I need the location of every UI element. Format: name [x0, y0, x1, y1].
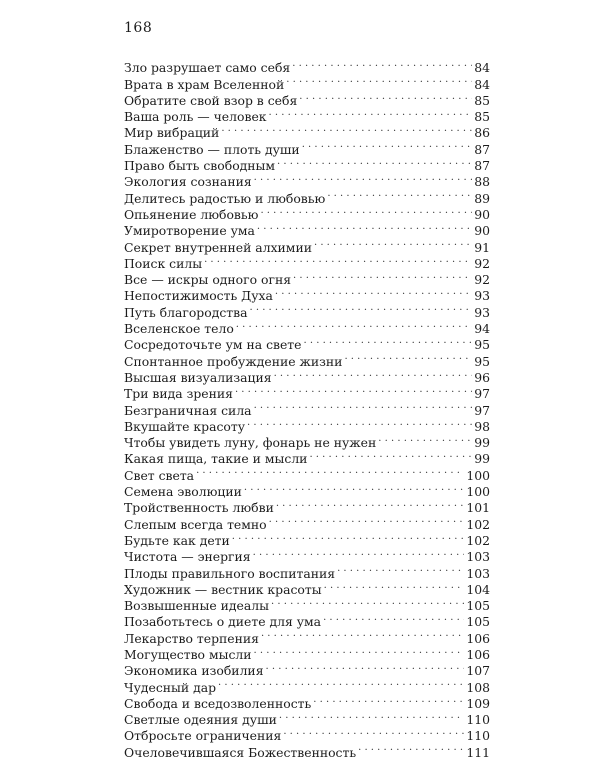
dot-leader — [344, 349, 472, 365]
dot-leader — [271, 594, 464, 610]
toc-entry-page: 96 — [474, 369, 490, 385]
dot-leader — [293, 268, 472, 284]
toc-entry-title: Опьянение любовью — [124, 206, 259, 222]
toc-entry-page: 105 — [466, 614, 490, 630]
toc-entry-title: Чтобы увидеть луну, фонарь не нужен — [124, 435, 377, 451]
dot-leader — [269, 512, 465, 528]
toc-entry-page: 110 — [466, 712, 490, 728]
toc-entry-title: Возвышенные идеалы — [124, 598, 270, 614]
toc-entry-title: Свет света — [124, 467, 195, 483]
toc-entry-title: Поиск силы — [124, 255, 203, 271]
toc-entry-page: 111 — [466, 744, 490, 760]
toc-entry-title: Художник — вестник красоты — [124, 581, 322, 597]
toc-entry-page: 106 — [466, 630, 490, 646]
toc-entry-title: Блаженство — плоть души — [124, 141, 300, 157]
toc-entry-page: 89 — [474, 190, 490, 206]
toc-entry-page: 97 — [474, 386, 490, 402]
dot-leader — [309, 447, 472, 463]
toc-entry-page: 100 — [466, 484, 490, 500]
toc-entry-title: Секрет внутренней алхимии — [124, 239, 312, 255]
toc-entry-page: 100 — [466, 467, 490, 483]
dot-leader — [286, 72, 472, 88]
toc-entry-page: 84 — [474, 60, 490, 76]
toc-entry-page: 107 — [466, 663, 490, 679]
toc-entry-title: Слепым всегда темно — [124, 516, 267, 532]
toc-entry-page: 103 — [466, 549, 490, 565]
toc-entry-title: Семена эволюции — [124, 484, 242, 500]
toc-entry-page: 108 — [466, 679, 490, 695]
table-of-contents — [124, 56, 490, 760]
dot-leader — [261, 626, 464, 642]
dot-leader — [254, 170, 473, 186]
toc-entry-page: 90 — [474, 206, 490, 222]
toc-entry-page: 109 — [466, 695, 490, 711]
dot-leader — [292, 56, 472, 72]
dot-leader — [302, 137, 473, 153]
dot-leader — [275, 284, 472, 300]
toc-entry-title: Мир вибраций — [124, 125, 220, 141]
toc-entry-title: Право быть свободным — [124, 158, 276, 174]
dot-leader — [358, 740, 464, 756]
toc-entry-page: 104 — [466, 581, 490, 597]
toc-entry-title: Позаботьтесь о диете для ума — [124, 614, 322, 630]
dot-leader — [283, 724, 464, 740]
toc-entry-title: Три вида зрения — [124, 386, 233, 402]
dot-leader — [236, 317, 472, 333]
toc-entry-page: 87 — [474, 158, 490, 174]
toc-entry-page: 94 — [474, 321, 490, 337]
toc-entry-title: Очеловечившаяся Божественность — [124, 744, 357, 760]
toc-entry-title: Делитесь радостью и любовью — [124, 190, 326, 206]
toc-entry-page: 92 — [474, 272, 490, 288]
toc-entry-title: Будьте как дети — [124, 532, 230, 548]
toc-entry-page: 88 — [474, 174, 490, 190]
toc-entry-page: 101 — [466, 500, 490, 516]
page-number: 168 — [124, 20, 153, 36]
dot-leader — [337, 561, 464, 577]
toc-entry-title: Непостижимость Духа — [124, 288, 273, 304]
dot-leader — [266, 659, 465, 675]
toc-entry-title: Чистота — энергия — [124, 549, 251, 565]
toc-entry — [124, 56, 490, 76]
toc-entry-title: Безграничная сила — [124, 402, 252, 418]
dot-leader — [232, 529, 465, 545]
toc-entry-title: Вкушайте красоту — [124, 418, 246, 434]
dot-leader — [314, 235, 472, 251]
toc-entry-title: Отбросьте ограничения — [124, 728, 282, 744]
dot-leader — [254, 398, 473, 414]
toc-entry-page: 92 — [474, 255, 490, 271]
toc-entry-page: 85 — [474, 109, 490, 125]
toc-entry-page: 95 — [474, 337, 490, 353]
toc-entry-page: 93 — [474, 288, 490, 304]
toc-entry-title: Вселенское тело — [124, 321, 234, 337]
dot-leader — [257, 219, 472, 235]
toc-entry-page: 84 — [474, 76, 490, 92]
toc-entry-page: 106 — [466, 646, 490, 662]
toc-entry-title: Умиротворение ума — [124, 223, 255, 239]
toc-entry-page: 105 — [466, 598, 490, 614]
dot-leader — [244, 480, 464, 496]
dot-leader — [249, 300, 472, 316]
dot-leader — [279, 708, 464, 724]
dot-leader — [269, 105, 473, 121]
dot-leader — [313, 692, 464, 708]
dot-leader — [299, 89, 472, 105]
toc-entry-title: Тройственность любви — [124, 500, 274, 516]
toc-entry-title: Зло разрушает само себя — [124, 60, 291, 76]
toc-entry-title: Могущество мысли — [124, 646, 252, 662]
toc-entry-title: Обратите свой взор в себя — [124, 92, 298, 108]
dot-leader — [235, 382, 472, 398]
dot-leader — [274, 366, 473, 382]
toc-entry-page: 85 — [474, 92, 490, 108]
dot-leader — [218, 675, 464, 691]
toc-entry-page: 102 — [466, 532, 490, 548]
dot-leader — [221, 121, 472, 137]
dot-leader — [247, 415, 472, 431]
toc-entry-title: Экономика изобилия — [124, 663, 264, 679]
toc-entry-page: 93 — [474, 304, 490, 320]
toc-entry-page: 95 — [474, 353, 490, 369]
toc-entry-title: Спонтанное пробуждение жизни — [124, 353, 343, 369]
dot-leader — [253, 545, 465, 561]
toc-entry-title: Какая пища, такие и мысли — [124, 451, 308, 467]
dot-leader — [323, 610, 464, 626]
dot-leader — [196, 463, 464, 479]
dot-leader — [276, 496, 465, 512]
toc-entry-page: 87 — [474, 141, 490, 157]
toc-entry-title: Врата в храм Вселенной — [124, 76, 285, 92]
toc-entry-page: 86 — [474, 125, 490, 141]
dot-leader — [277, 154, 472, 170]
dot-leader — [378, 431, 472, 447]
toc-entry-title: Ваша роль — человек — [124, 109, 267, 125]
toc-entry-page: 97 — [474, 402, 490, 418]
toc-entry-title: Лекарство терпения — [124, 630, 259, 646]
dot-leader — [260, 203, 472, 219]
dot-leader — [327, 186, 472, 202]
toc-entry-title: Плоды правильного воспитания — [124, 565, 336, 581]
dot-leader — [254, 643, 465, 659]
toc-entry-page: 91 — [474, 239, 490, 255]
toc-entry-title: Светлые одеяния души — [124, 712, 277, 728]
toc-entry-title: Чудесный дар — [124, 679, 217, 695]
toc-entry-title: Путь благородства — [124, 304, 248, 320]
toc-entry-page: 99 — [474, 435, 490, 451]
toc-entry-page: 102 — [466, 516, 490, 532]
toc-entry-title: Сосредоточьте ум на свете — [124, 337, 302, 353]
toc-entry-page: 90 — [474, 223, 490, 239]
toc-entry-title: Свобода и вседозволенность — [124, 695, 312, 711]
toc-entry-page: 103 — [466, 565, 490, 581]
toc-entry-title: Экология сознания — [124, 174, 252, 190]
dot-leader — [204, 252, 472, 268]
toc-entry-page: 99 — [474, 451, 490, 467]
toc-entry-page: 110 — [466, 728, 490, 744]
toc-entry-title: Высшая визуализация — [124, 369, 272, 385]
toc-entry-title: Все — искры одного огня — [124, 272, 292, 288]
dot-leader — [324, 578, 465, 594]
toc-entry-page: 98 — [474, 418, 490, 434]
dot-leader — [304, 333, 473, 349]
